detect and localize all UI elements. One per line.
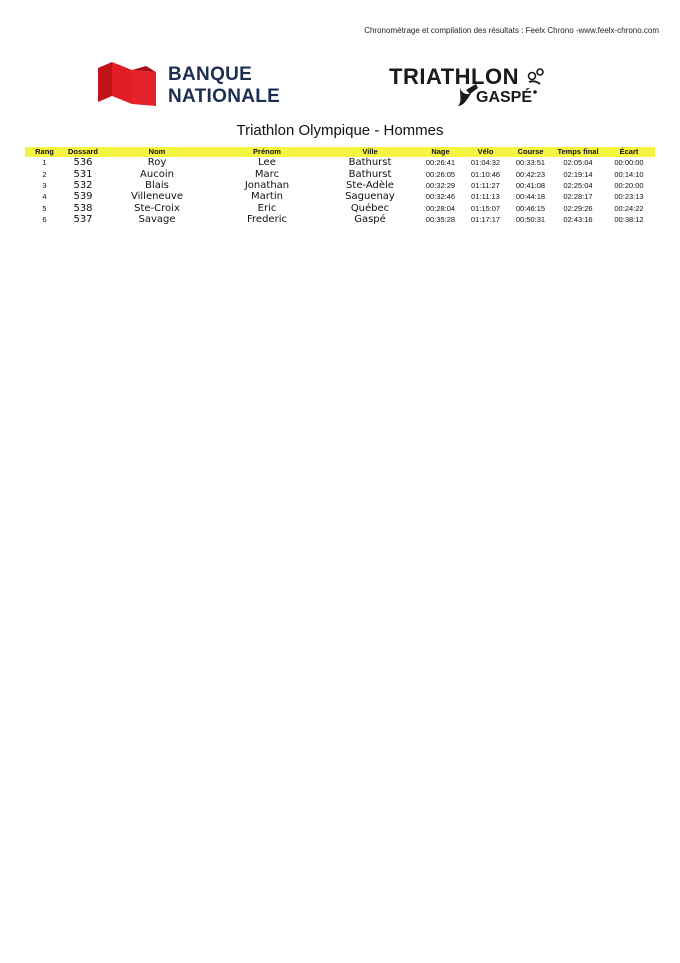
cell-temps-final: 02:05:04 (563, 158, 593, 168)
banque-nationale-wordmark (168, 64, 280, 108)
column-header-nom: Nom (102, 147, 212, 157)
page-title: Triathlon Olympique - Hommes (236, 122, 444, 139)
cell-nom: Ste-Croix (134, 202, 180, 214)
credit-line: Chronométrage et compilation des résultats : Feelx Chrono -www.feelx-chrono.com (364, 26, 659, 35)
cell-prenom: Frederic (247, 214, 287, 226)
cell-rang: 1 (42, 158, 47, 168)
cell-ville: Bathurst (348, 157, 392, 169)
cell-rang: 3 (42, 180, 47, 190)
cell-prenom: Marc (254, 168, 280, 180)
cell-prenom: Lee (258, 157, 276, 169)
column-header-temps-final: Temps final (553, 147, 603, 157)
cell-prenom: Martin (251, 191, 283, 203)
table-row (25, 191, 655, 202)
cell-rang: 5 (42, 203, 47, 213)
cell-temps-final: 02:19:14 (563, 169, 593, 179)
cell-temps-final: 02:25:04 (563, 180, 593, 190)
sponsor-line1: BANQUE (168, 64, 253, 85)
column-header-dossard: Dossard (64, 147, 102, 157)
cell-course: 00:41:08 (515, 180, 546, 190)
event-logo-line2: GASPÉ (476, 89, 533, 106)
event-logo-line1: TRIATHLON (389, 64, 519, 89)
table-row (25, 203, 655, 214)
cell-prenom: Jonathan (244, 179, 290, 191)
cell-ville: Québec (350, 202, 390, 214)
cell-nom: Roy (147, 157, 167, 169)
cell-nage: 00:32:29 (425, 180, 456, 190)
banque-nationale-mark-icon (98, 62, 160, 108)
column-header-prenom: Prénom (212, 147, 322, 157)
cell-dossard: 539 (73, 191, 93, 203)
cell-velo: 01:15:07 (470, 203, 501, 213)
cell-ecart: 00:23:13 (614, 192, 644, 202)
column-header-ville: Ville (322, 147, 418, 157)
column-header-velo: Vélo (463, 147, 508, 157)
triathlon-gaspe-logo (388, 62, 558, 110)
cell-nage: 00:28:04 (425, 203, 456, 213)
cell-ville: Ste-Adèle (346, 179, 394, 191)
table-row (25, 157, 655, 168)
cell-ecart: 00:38:12 (614, 215, 644, 225)
cell-velo: 01:10:46 (470, 169, 501, 179)
cell-rang: 6 (42, 215, 47, 225)
cell-nage: 00:26:05 (425, 169, 456, 179)
column-header-ecart: Écart (603, 147, 655, 157)
cell-rang: 2 (42, 169, 47, 179)
cell-dossard: 531 (73, 168, 93, 180)
banque-nationale-logo (98, 62, 303, 110)
cell-nage: 00:26:41 (425, 158, 456, 168)
sponsor-line2: NATIONALE (168, 86, 281, 107)
cell-dossard: 538 (73, 202, 93, 214)
table-header-row (25, 147, 655, 157)
cell-rang: 4 (42, 192, 47, 202)
cell-velo: 01:11:13 (471, 192, 500, 202)
cell-nom: Blais (145, 179, 169, 191)
cell-temps-final: 02:43:16 (563, 215, 593, 225)
cell-ecart: 00:14:10 (614, 169, 644, 179)
cell-prenom: Eric (257, 202, 277, 214)
cell-course: 00:44:18 (515, 192, 546, 202)
table-row (25, 180, 655, 191)
cell-dossard: 537 (73, 214, 93, 226)
cell-course: 00:46:15 (515, 203, 546, 213)
cell-course: 00:33:51 (515, 158, 546, 168)
cell-ecart: 00:24:22 (614, 203, 644, 213)
cell-course: 00:50:31 (515, 215, 546, 225)
cell-dossard: 536 (73, 157, 93, 169)
cell-velo: 01:04:32 (470, 158, 501, 168)
cell-temps-final: 02:28:17 (563, 192, 593, 202)
cell-dossard: 532 (73, 179, 93, 191)
column-header-rang: Rang (25, 147, 64, 157)
results-table (25, 147, 655, 225)
table-row (25, 214, 655, 225)
column-header-course: Course (508, 147, 553, 157)
cell-ecart: 00:00:00 (614, 158, 644, 168)
cell-nom: Villeneuve (130, 191, 183, 203)
cell-ville: Gaspé (354, 214, 386, 226)
cell-ecart: 00:20:00 (614, 180, 644, 190)
cell-nom: Aucoin (140, 168, 174, 180)
cell-nage: 00:35:28 (425, 215, 456, 225)
table-row (25, 168, 655, 179)
cell-course: 00:42:23 (515, 169, 546, 179)
cell-nage: 00:32:46 (425, 192, 456, 202)
cell-ville: Saguenay (345, 191, 395, 203)
column-header-nage: Nage (418, 147, 463, 157)
cell-velo: 01:17:17 (470, 215, 501, 225)
cell-ville: Bathurst (348, 168, 392, 180)
cell-nom: Savage (138, 214, 176, 226)
cell-velo: 01:11:27 (471, 180, 500, 190)
cell-temps-final: 02:29:26 (563, 203, 593, 213)
